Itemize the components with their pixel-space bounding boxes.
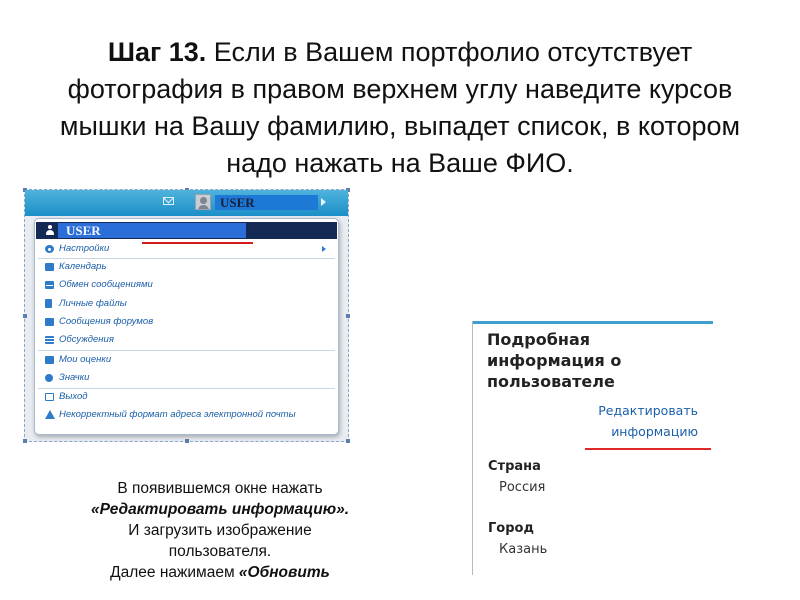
menu-item-grades[interactable] [45, 352, 330, 368]
menu-item-discussions[interactable] [45, 332, 330, 348]
top-navbar [25, 190, 348, 216]
city-value: Казань [499, 542, 548, 557]
chevron-right-icon[interactable] [321, 198, 326, 206]
menu-user-item[interactable] [36, 222, 337, 239]
selection-handle [23, 439, 27, 443]
edit-profile-link[interactable] [576, 400, 710, 442]
selection-handle [23, 314, 27, 318]
details-title: Подробная информация о пользователе [487, 330, 622, 391]
menu-item-forum-posts[interactable] [45, 314, 330, 330]
edit-link-line[interactable]: Редактировать [598, 403, 698, 418]
menu-item-label: Календарь [59, 261, 107, 272]
calendar-icon [45, 263, 54, 271]
user-name-dropdown[interactable]: USER [215, 195, 318, 210]
logout-icon [45, 393, 54, 401]
menu-item-label: Обсуждения [59, 334, 114, 345]
warning-icon [45, 410, 55, 419]
list-icon [45, 336, 54, 344]
menu-user-name[interactable]: USER [58, 223, 246, 238]
menu-item-files[interactable] [45, 296, 330, 312]
grades-icon [45, 356, 54, 364]
caption-emphasis: «Редактировать информацию». [90, 501, 350, 518]
user-menu-screenshot [24, 189, 349, 442]
menu-item-label: Некорректный формат адреса электронной почты [59, 409, 296, 420]
selection-handle [185, 439, 189, 443]
red-underline-marker [585, 448, 711, 450]
selection-handle [346, 439, 350, 443]
gear-icon [45, 245, 54, 253]
menu-item-messages[interactable] [45, 277, 330, 293]
city-label: Город [488, 521, 534, 536]
menu-item-label: Настройки [59, 243, 110, 254]
instruction-heading [30, 34, 770, 182]
avatar-icon[interactable] [195, 194, 211, 210]
forum-icon [45, 318, 54, 326]
menu-item-label: Выход [59, 391, 88, 402]
caption-emphasis: «Обновить [238, 564, 330, 581]
caption-text [40, 478, 400, 583]
caption-line: Далее нажимаем [110, 564, 239, 581]
file-icon [45, 299, 52, 308]
chevron-right-icon [322, 246, 326, 252]
step-text: Если в Вашем портфолио отсутствует фотография в правом верхнем углу наведите курсов мышки на Вашу фамилию, выпадет список, в котором надо нажать на Ваше ФИО. [59, 37, 741, 178]
menu-item-email-warning[interactable] [45, 407, 330, 423]
caption-line: И загрузить изображение [128, 522, 312, 539]
user-icon [46, 225, 54, 235]
step-number: Шаг 13. [107, 37, 207, 67]
menu-item-label: Мои оценки [59, 354, 112, 365]
menu-item-label: Значки [59, 372, 90, 383]
caption-line: В появившемся окне нажать [117, 480, 323, 497]
menu-item-label: Обмен сообщениями [59, 279, 153, 290]
menu-item-calendar[interactable] [45, 259, 330, 275]
user-details-screenshot [472, 321, 713, 575]
menu-item-logout[interactable] [45, 389, 330, 405]
mail-icon [45, 281, 54, 289]
badge-icon [45, 374, 53, 382]
menu-item-label: Личные файлы [59, 298, 127, 309]
menu-item-label: Сообщения форумов [59, 316, 154, 327]
panel-top-border [473, 321, 713, 324]
menu-divider [38, 350, 335, 351]
selection-handle [346, 314, 350, 318]
menu-item-badges[interactable] [45, 370, 330, 386]
edit-link-line[interactable]: информацию [611, 424, 698, 439]
country-value: Россия [499, 480, 546, 495]
messages-icon[interactable] [163, 197, 174, 205]
country-label: Страна [488, 459, 541, 474]
user-dropdown-menu [34, 218, 339, 435]
caption-line: пользователя. [168, 543, 272, 560]
menu-item-settings[interactable] [45, 241, 330, 257]
